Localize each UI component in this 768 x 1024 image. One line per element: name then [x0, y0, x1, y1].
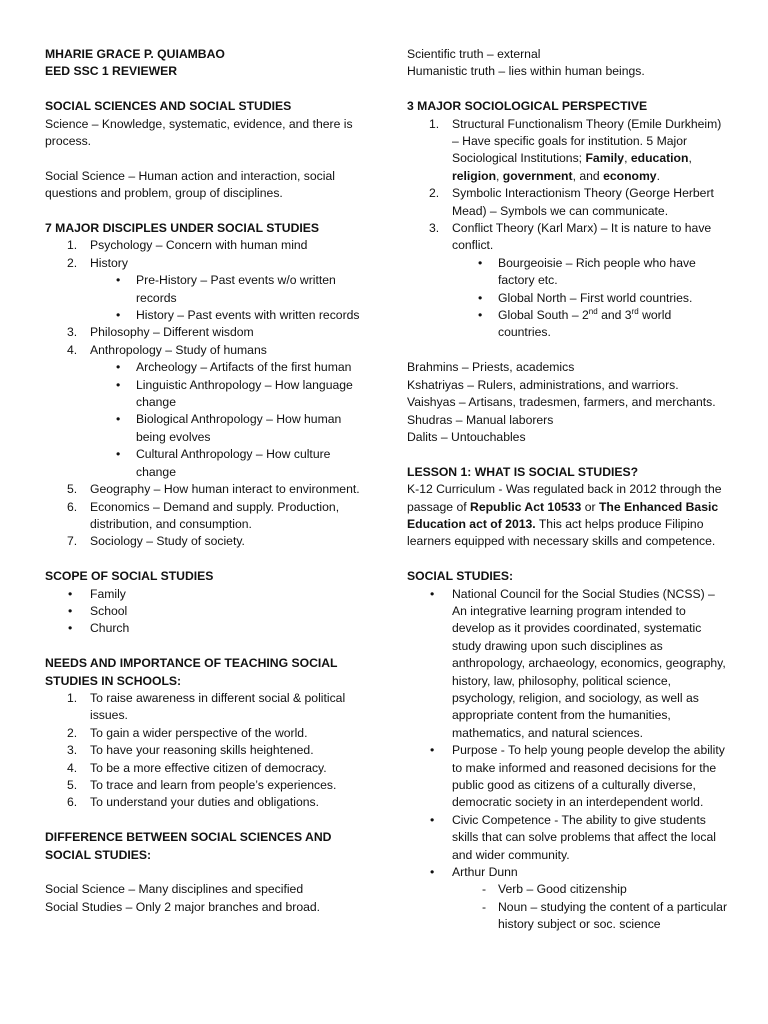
section-heading: SOCIAL STUDIES: — [407, 569, 514, 584]
social-science-definition: Social Science – Human action and interaction, social questions and problem, group of disciplines. — [45, 168, 335, 201]
list-item: 5. Geography – How human interact to environment. — [67, 482, 360, 497]
list-item: 5. To trace and learn from people’s experiences. — [67, 777, 337, 792]
list-item: 3. To have your reasoning skills heightened. — [67, 743, 314, 758]
list-item: • Pre-History – Past events w/o written records — [116, 273, 336, 305]
anthropology-sublist — [90, 359, 370, 481]
list-item: • Civic Competence - The ability to give students skills that can solve problems that affect the local and wider community. — [430, 812, 716, 862]
list-item: 3. Conflict Theory (Karl Marx) – It is nature to have conflict. • Bourgeoisie – Rich people who have factory etc. • Global North – First world countries. • Global South – 2nd and 3rd world countries. — [407, 220, 727, 342]
list-item: • Arthur Dunn - Verb – Good citizenship - Noun – studying the content of a particular history subject or soc. science — [407, 864, 727, 934]
list-item: 2. History • Pre-History – Past events w/o written records • History – Past events with written records — [45, 255, 370, 325]
left-column — [45, 46, 370, 916]
k12-paragraph: K-12 Curriculum - Was regulated back in 2012 through the passage of Republic Act 10533 or The Enhanced Basic Education act of 2013. This act helps produce Filipino learners equipped with necessary skills and competence. — [407, 482, 722, 549]
caste-line: Brahmins – Priests, academics — [407, 360, 575, 375]
list-item: • Purpose - To help young people develop the ability to make informed and reasoned decisions for the public good as citizens of a culturally diverse, democratic society in an interdependent world. — [430, 743, 725, 810]
list-item: 7. Sociology – Study of society. — [67, 534, 245, 549]
section-heading: 3 MAJOR SOCIOLOGICAL PERSPECTIVE — [407, 99, 648, 114]
social-studies-list — [407, 586, 727, 934]
truth-line: Humanistic truth – lies within human beings. — [407, 64, 645, 79]
list-item: • Cultural Anthropology – How culture change — [116, 447, 331, 479]
needs-list — [45, 690, 370, 812]
list-item: - Noun – studying the content of a particular history subject or soc. science — [482, 899, 727, 932]
author-name: MHARIE GRACE P. QUIAMBAO — [45, 47, 225, 61]
list-item: 1. Structural Functionalism Theory (Emile Durkheim) – Have specific goals for institution. 5 Major Sociological Institutions; Family, education, religion, government, and economy. — [429, 116, 722, 183]
conflict-sublist — [452, 255, 727, 342]
list-item: 4. To be a more effective citizen of democracy. — [67, 760, 327, 775]
truth-line: Scientific truth – external — [407, 47, 541, 61]
caste-line: Dalits – Untouchables — [407, 429, 526, 444]
section-heading: NEEDS AND IMPORTANCE OF TEACHING SOCIAL STUDIES IN SCHOOLS: — [45, 656, 338, 688]
history-sublist — [90, 272, 370, 324]
disciplines-list — [45, 237, 370, 550]
list-item: 2. To gain a wider perspective of the world. — [67, 725, 308, 740]
science-definition: Science – Knowledge, systematic, evidence, and there is process. — [45, 116, 353, 149]
list-item: • Family — [68, 586, 126, 601]
perspectives-list — [407, 116, 727, 342]
list-item: • School — [68, 603, 128, 618]
section-heading: SOCIAL SCIENCES AND SOCIAL STUDIES — [45, 99, 292, 114]
section-heading: 7 MAJOR DISCIPLES UNDER SOCIAL STUDIES — [45, 221, 320, 236]
caste-line: Kshatriyas – Rulers, administrations, and warriors. — [407, 377, 679, 392]
section-heading: SCOPE OF SOCIAL STUDIES — [45, 569, 214, 584]
dunn-sublist — [452, 881, 727, 933]
list-item: • History – Past events with written records — [116, 308, 360, 323]
list-item: - Verb – Good citizenship — [482, 882, 627, 897]
list-item: 4. Anthropology – Study of humans • Archeology – Artifacts of the first human • Linguistic Anthropology – How language change • Biological Anthropology – How human being evolves • Cultural Anthropology – How culture change — [45, 342, 370, 481]
list-item: 1. To raise awareness in different social & political issues. — [67, 690, 346, 723]
list-item: 6. To understand your duties and obligations. — [67, 795, 320, 810]
right-column — [407, 46, 727, 934]
scope-list — [45, 586, 370, 638]
list-item: 6. Economics – Demand and supply. Production, distribution, and consumption. — [67, 499, 340, 531]
list-item: • Archeology – Artifacts of the first human — [116, 360, 352, 375]
document-title: EED SSC 1 REVIEWER — [45, 64, 178, 79]
list-item: 2. Symbolic Interactionism Theory (George Herbert Mead) – Symbols we can communicate. — [429, 186, 714, 218]
difference-line: Social Studies – Only 2 major branches and broad. — [45, 899, 321, 914]
list-item: 1. Psychology – Concern with human mind — [67, 238, 308, 253]
list-item: • Bourgeoisie – Rich people who have factory etc. — [478, 255, 696, 288]
caste-line: Shudras – Manual laborers — [407, 412, 554, 427]
caste-line: Vaishyas – Artisans, tradesmen, farmers, and merchants. — [407, 395, 716, 410]
list-item: • Global North – First world countries. — [478, 290, 693, 305]
list-item: • National Council for the Social Studies (NCSS) – An integrative learning program intended to develop as it provides coordinated, systematic study drawing upon such disciplines as anthropology, archaeology, economics, geography, history, law, philosophy, political science, psychology, religion, and sociology, as well as appropriate content from the humanities, mathematics, and natural sciences. — [430, 586, 726, 740]
list-item: • Global South – 2nd and 3rd world countries. — [478, 307, 672, 340]
list-item: • Biological Anthropology – How human being evolves — [116, 412, 342, 444]
list-item: 3. Philosophy – Different wisdom — [67, 325, 254, 340]
list-item: • Linguistic Anthropology – How language change — [116, 377, 353, 410]
list-item: • Church — [68, 621, 130, 636]
section-heading: LESSON 1: WHAT IS SOCIAL STUDIES? — [407, 464, 639, 479]
section-heading: DIFFERENCE BETWEEN SOCIAL SCIENCES AND SOCIAL STUDIES: — [45, 830, 332, 862]
difference-line: Social Science – Many disciplines and specified — [45, 882, 304, 897]
